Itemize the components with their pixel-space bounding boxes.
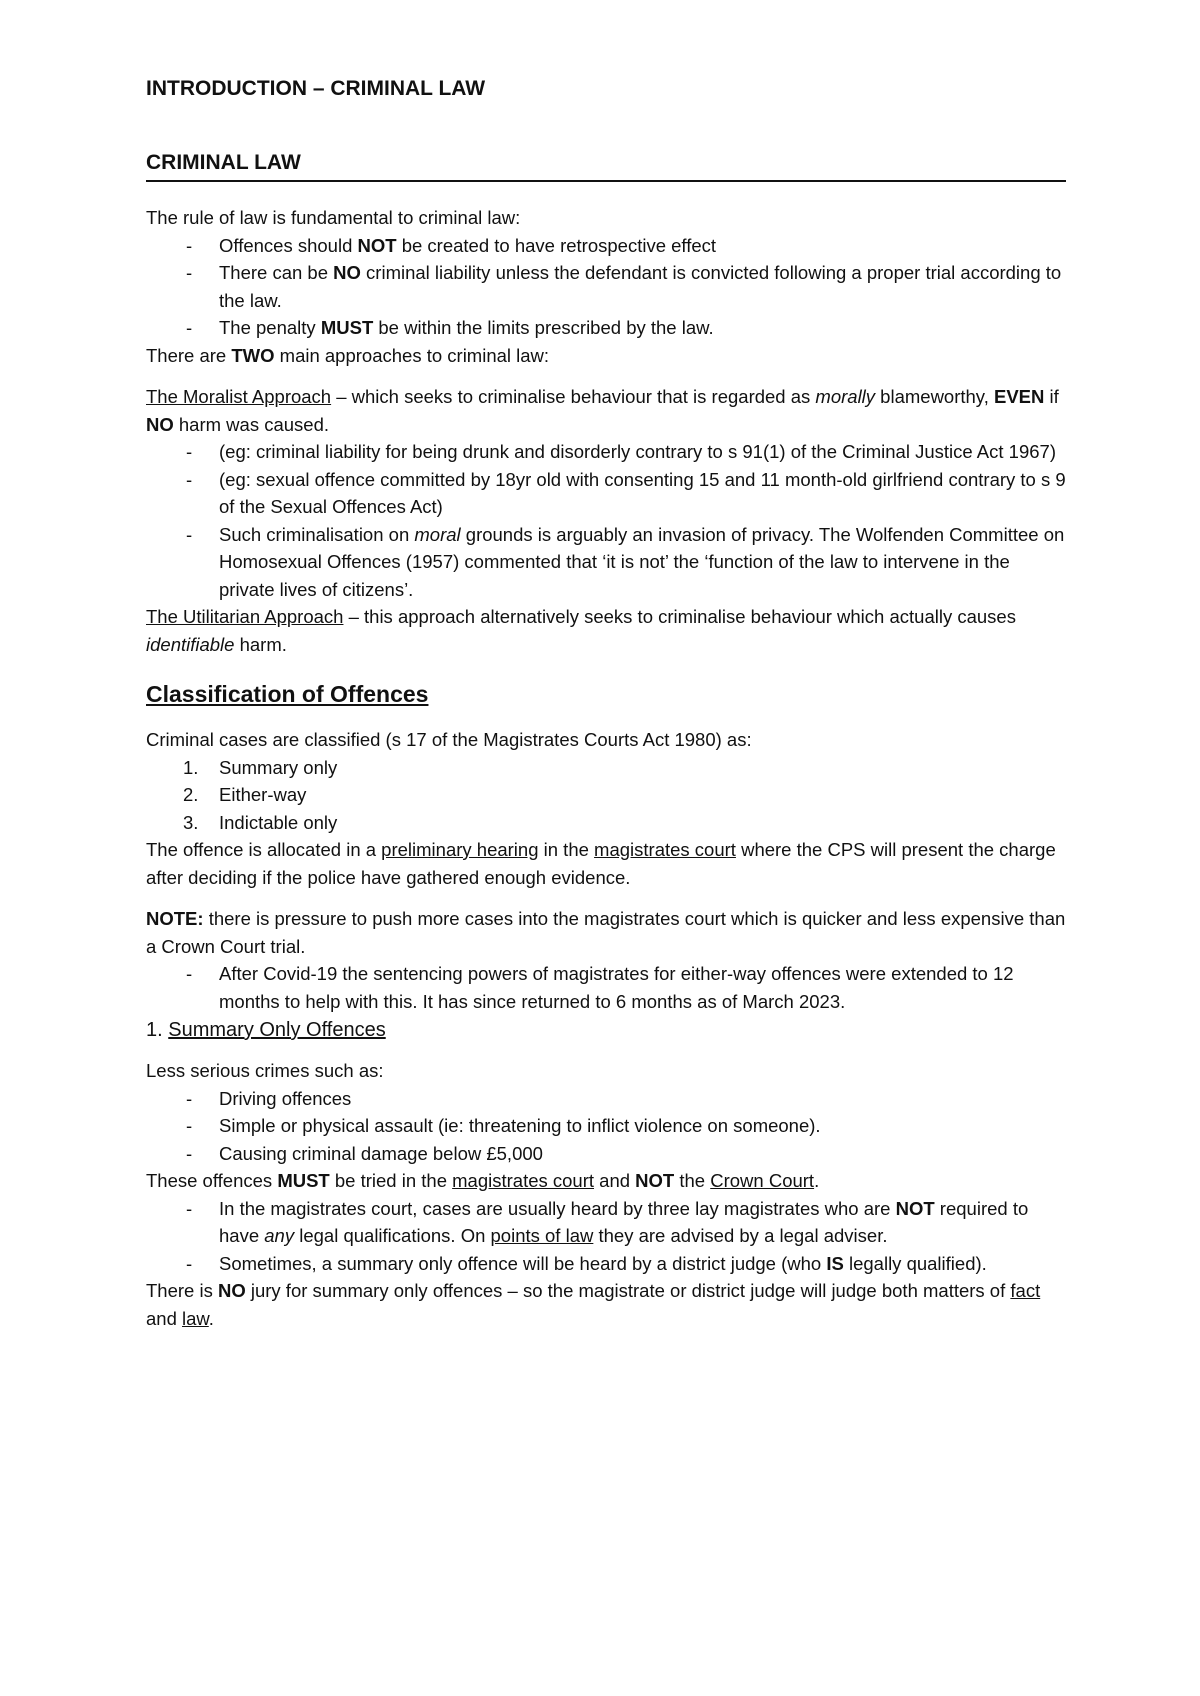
list-item: 1. Summary only — [183, 756, 338, 778]
list-item: - (eg: criminal liability for being drunk and disorderly contrary to s 91(1) of the Criminal Justice Act 1967) — [146, 438, 1066, 466]
document-title: INTRODUCTION – CRIMINAL LAW — [146, 77, 486, 100]
summary-examples-list — [146, 1085, 1066, 1168]
utilitarian-approach-paragraph: The Utilitarian Approach – this approach alternatively seeks to criminalise behaviour which actually causes identifiable harm. — [146, 606, 1016, 655]
note-paragraph: NOTE: there is pressure to push more cases into the magistrates court which is quicker and less expensive than a Crown Court trial. — [146, 908, 1066, 957]
classification-list — [146, 754, 1066, 837]
note-list — [146, 960, 1066, 1015]
rule-of-law-list — [146, 232, 1066, 342]
rule-of-law-intro: The rule of law is fundamental to criminal law: — [146, 207, 521, 228]
list-item: - Driving offences — [146, 1085, 1066, 1113]
list-item: - Simple or physical assault (ie: threatening to inflict violence on someone). — [146, 1112, 1066, 1140]
list-item: - There can be NO criminal liability unless the defendant is convicted following a proper trial according to the law. — [146, 259, 1066, 314]
moralist-examples-list — [146, 438, 1066, 603]
moralist-approach-paragraph: The Moralist Approach – which seeks to criminalise behaviour that is regarded as morally blameworthy, EVEN if NO harm was caused. — [146, 386, 1059, 435]
list-item: - Sometimes, a summary only offence will be heard by a district judge (who IS legally qualified). — [146, 1250, 1066, 1278]
magistrates-list — [146, 1195, 1066, 1278]
list-item: - Offences should NOT be created to have retrospective effect — [146, 232, 1066, 260]
summary-intro: Less serious crimes such as: — [146, 1060, 384, 1081]
list-item: - The penalty MUST be within the limits prescribed by the law. — [146, 314, 1066, 342]
list-item: - In the magistrates court, cases are usually heard by three lay magistrates who are NOT required to have any legal qualifications. On points of law they are advised by a legal adviser. — [146, 1195, 1066, 1250]
list-item: - After Covid-19 the sentencing powers of magistrates for either-way offences were extended to 12 months to help with this. It has since returned to 6 months as of March 2023. — [146, 960, 1066, 1015]
section-heading-criminal-law: CRIMINAL LAW — [146, 148, 1066, 182]
utilitarian-approach-title: The Utilitarian Approach — [146, 606, 344, 627]
list-item: 3. Indictable only — [183, 811, 338, 833]
section-heading-summary-only: 1. Summary Only Offences — [146, 1019, 386, 1041]
tried-paragraph: These offences MUST be tried in the magistrates court and NOT the Crown Court. — [146, 1170, 820, 1191]
list-item: - (eg: sexual offence committed by 18yr old with consenting 15 and 11 month-old girlfriend contrary to s 9 of the Sexual Offences Act) — [146, 466, 1066, 521]
classification-intro: Criminal cases are classified (s 17 of the Magistrates Courts Act 1980) as: — [146, 729, 752, 750]
section-heading-classification: Classification of Offences — [146, 681, 429, 707]
allocation-paragraph: The offence is allocated in a preliminary hearing in the magistrates court where the CPS will present the charge after deciding if the police have gathered enough evidence. — [146, 839, 1056, 888]
list-item: 2. Either-way — [183, 784, 307, 805]
list-item: - Such criminalisation on moral grounds is arguably an invasion of privacy. The Wolfenden Committee on Homosexual Offences (1957) commented that ‘it is not’ the ‘function of the law to intervene in the private lives of citizens’. — [146, 521, 1066, 604]
approaches-intro: There are TWO main approaches to criminal law: — [146, 344, 550, 366]
document-body — [146, 74, 1066, 1332]
moralist-approach-title: The Moralist Approach — [146, 386, 332, 407]
list-item: - Causing criminal damage below £5,000 — [146, 1140, 1066, 1168]
jury-paragraph: There is NO jury for summary only offences – so the magistrate or district judge will judge both matters of fact and law. — [146, 1280, 1041, 1329]
